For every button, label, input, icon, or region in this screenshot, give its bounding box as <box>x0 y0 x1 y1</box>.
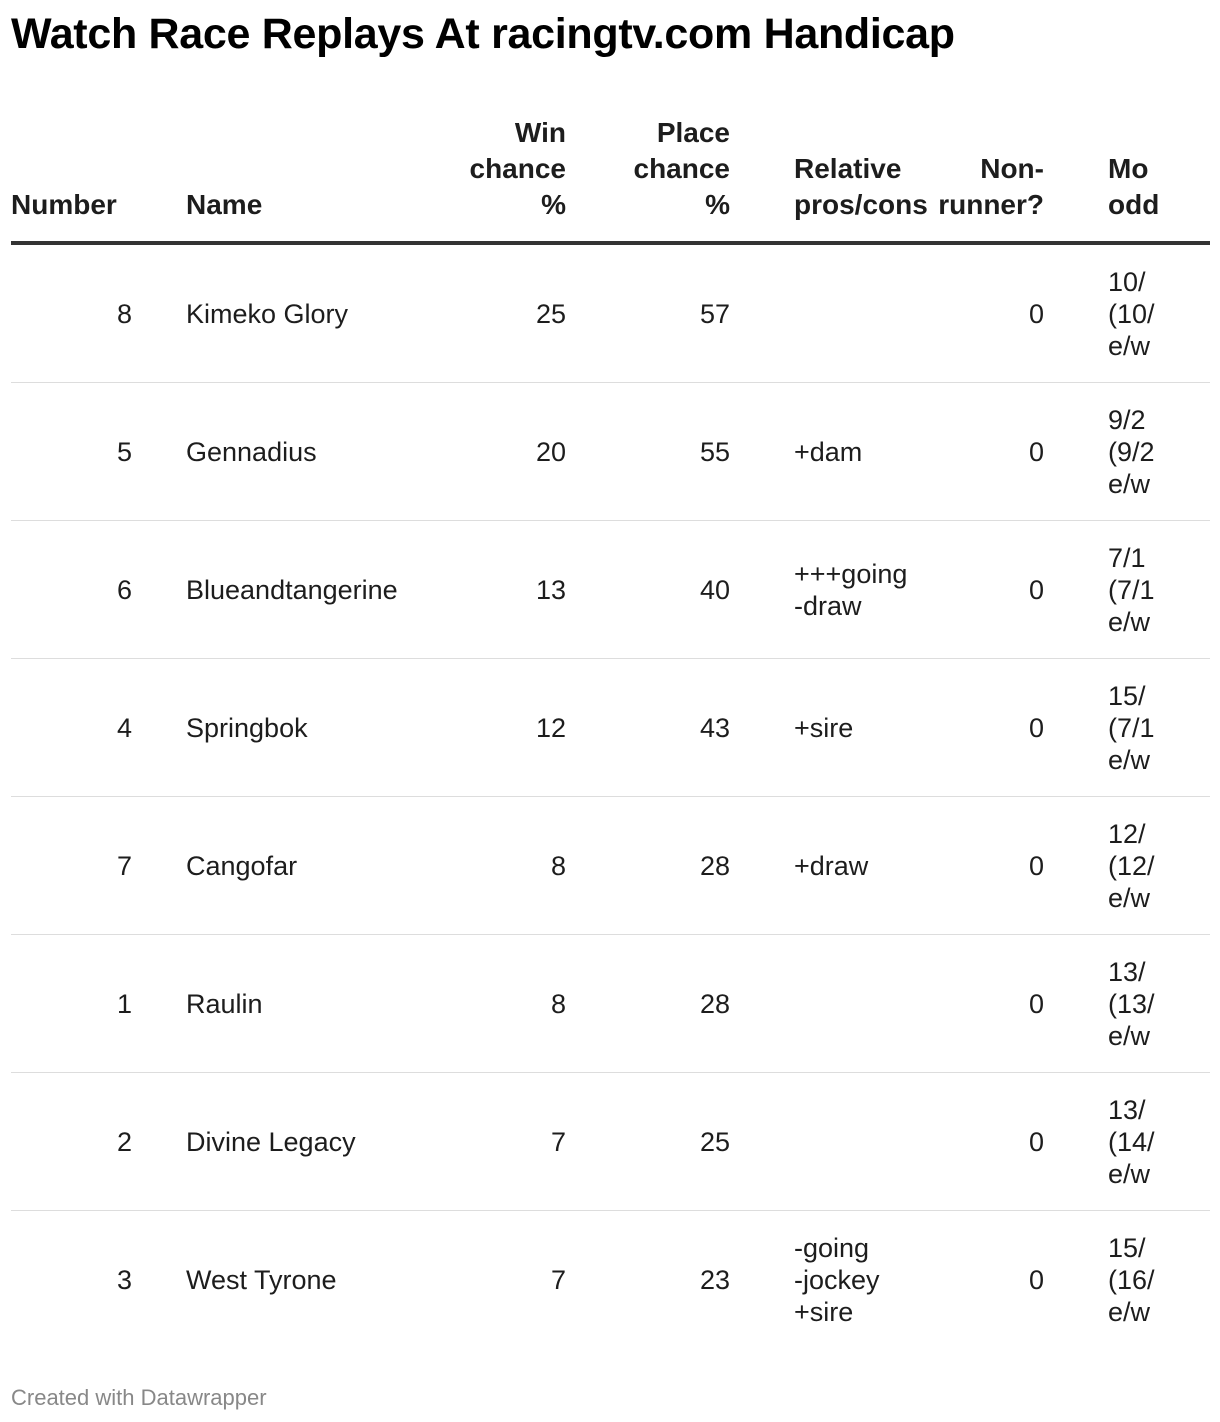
cell-relative-pros-cons <box>730 243 902 383</box>
column-header-non-runner[interactable]: Non- runner? <box>902 113 1044 243</box>
cell-place-chance: 28 <box>566 797 730 935</box>
cell-place-chance: 55 <box>566 383 730 521</box>
cell-number: 6 <box>11 521 186 659</box>
table-row <box>11 659 1210 797</box>
cell-win-chance: 8 <box>396 797 566 935</box>
cell-win-chance: 8 <box>396 935 566 1073</box>
cell-name: Kimeko Glory <box>186 243 396 383</box>
cell-non-runner: 0 <box>902 1073 1044 1211</box>
cell-odds: 12/ (12/ e/w <box>1044 797 1210 935</box>
cell-name: Cangofar <box>186 797 396 935</box>
cell-win-chance: 7 <box>550 1264 566 1295</box>
column-header-win-chance[interactable]: Win chance % <box>396 113 566 243</box>
cell-name: West Tyrone <box>186 1264 337 1295</box>
cell-number: 7 <box>11 797 186 935</box>
cell-place-chance: 28 <box>566 935 730 1073</box>
cell-relative-pros-cons <box>730 1073 902 1211</box>
cell-place-chance: 40 <box>566 521 730 659</box>
cell-win-chance: 12 <box>396 659 566 797</box>
cell-place-chance: 57 <box>566 243 730 383</box>
column-header-relative-pros-cons[interactable]: Relative pros/cons <box>730 113 902 243</box>
cell-win-chance: 20 <box>396 383 566 521</box>
cell-place-chance: 43 <box>566 659 730 797</box>
cell-relative-pros-cons: -going -jockey +sire <box>794 1232 880 1327</box>
column-header-odds[interactable]: Mo odd <box>1044 113 1210 243</box>
cell-non-runner: 0 <box>902 521 1044 659</box>
table-row <box>11 383 1210 521</box>
cell-relative-pros-cons: +dam <box>730 383 902 521</box>
cell-number: 5 <box>11 383 186 521</box>
cell-odds: 7/1 (7/1 e/w <box>1044 521 1210 659</box>
cell-name: Blueandtangerine <box>186 521 396 659</box>
cell-relative-pros-cons <box>730 935 902 1073</box>
cell-non-runner: 0 <box>902 243 1044 383</box>
table-row <box>11 1073 1210 1211</box>
table-row <box>11 521 1210 659</box>
cell-number: 1 <box>11 935 186 1073</box>
cell-win-chance: 25 <box>396 243 566 383</box>
table-header-row <box>11 113 1210 243</box>
cell-odds: 9/2 (9/2 e/w <box>1044 383 1210 521</box>
cell-non-runner: 0 <box>902 797 1044 935</box>
cell-odds: 15/ (16/ e/w <box>1108 1232 1155 1327</box>
cell-place-chance: 23 <box>699 1264 730 1295</box>
table-row <box>11 1211 1210 1349</box>
cell-number: 3 <box>116 1264 132 1295</box>
table-row <box>11 935 1210 1073</box>
cell-non-runner: 0 <box>902 659 1044 797</box>
cell-name: Raulin <box>186 935 396 1073</box>
table-body <box>11 243 1210 1348</box>
column-header-number[interactable]: Number <box>11 113 186 243</box>
cell-name: Gennadius <box>186 383 396 521</box>
table-row <box>11 797 1210 935</box>
runners-table <box>11 113 1210 1348</box>
cell-non-runner: 0 <box>902 383 1044 521</box>
cell-number: 2 <box>11 1073 186 1211</box>
cell-place-chance: 25 <box>566 1073 730 1211</box>
cell-win-chance: 13 <box>396 521 566 659</box>
table-row <box>11 243 1210 383</box>
footer-credit: Created with Datawrapper <box>11 1385 267 1410</box>
cell-number: 8 <box>11 243 186 383</box>
chart-title: Watch Race Replays At racingtv.com Handicap <box>11 10 955 58</box>
cell-odds: 13/ (13/ e/w <box>1044 935 1210 1073</box>
cell-odds: 13/ (14/ e/w <box>1044 1073 1210 1211</box>
cell-number: 4 <box>11 659 186 797</box>
cell-odds: 15/ (7/1 e/w <box>1044 659 1210 797</box>
column-header-place-chance[interactable]: Place chance % <box>566 113 730 243</box>
cell-win-chance: 7 <box>396 1073 566 1211</box>
cell-non-runner: 0 <box>902 935 1044 1073</box>
cell-odds: 10/ (10/ e/w <box>1044 243 1210 383</box>
cell-non-runner: 0 <box>1028 1264 1044 1295</box>
column-header-name[interactable]: Name <box>186 113 396 243</box>
cell-relative-pros-cons: +sire <box>730 659 902 797</box>
cell-relative-pros-cons: +draw <box>730 797 902 935</box>
cell-name: Divine Legacy <box>186 1073 396 1211</box>
cell-relative-pros-cons: +++going -draw <box>730 521 902 659</box>
cell-name: Springbok <box>186 659 396 797</box>
